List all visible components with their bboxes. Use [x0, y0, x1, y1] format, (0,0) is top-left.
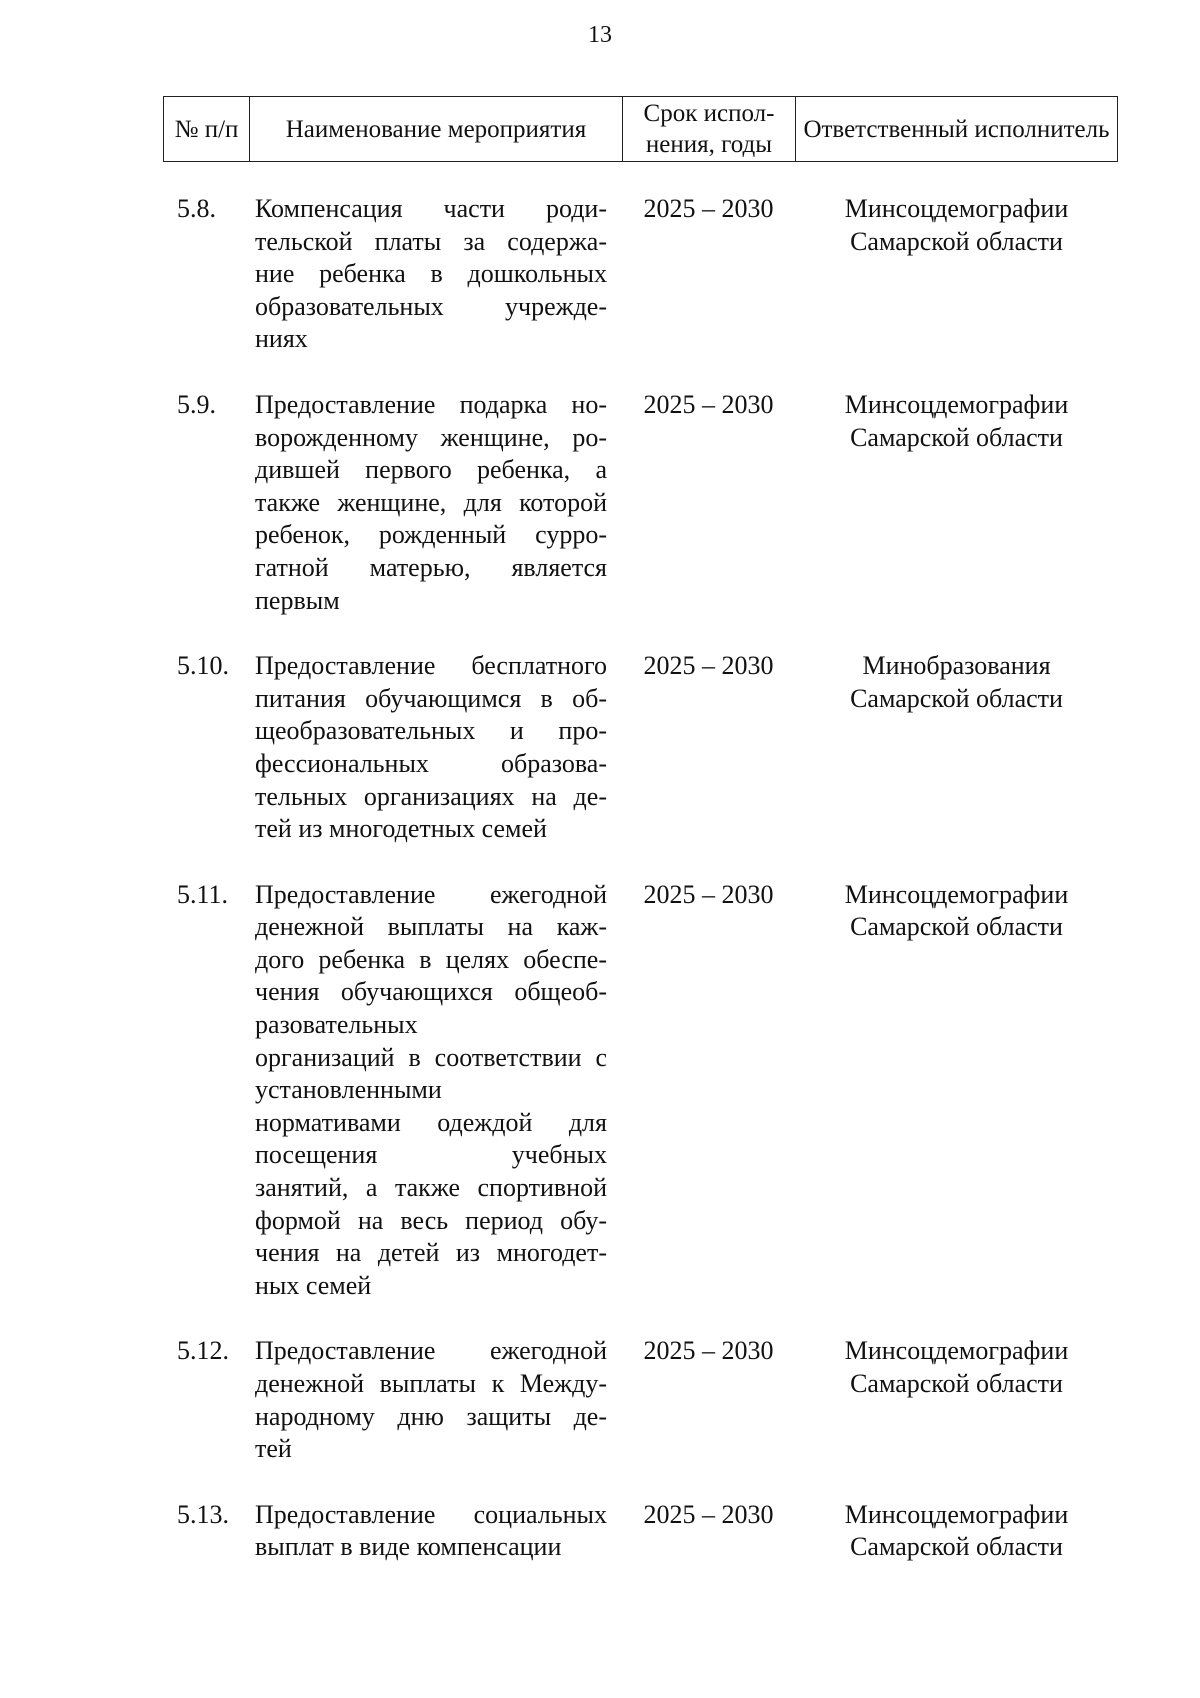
activity-name-line: щеобразовательных и про-	[255, 716, 607, 746]
row-activity-name	[255, 1335, 607, 1465]
activity-name-line: установленными	[255, 1075, 442, 1105]
responsible-line: Минсоцдемографии	[844, 879, 1069, 909]
row-number: 5.11.	[177, 879, 229, 909]
activity-name-line: первым	[255, 585, 340, 615]
header-responsible: Ответственный исполнитель	[803, 115, 1110, 143]
row-term: 2025 – 2030	[643, 389, 774, 419]
activity-name-line: также женщине, для которой	[255, 487, 607, 517]
activity-name-line: организаций в соответствии с	[255, 1042, 607, 1072]
responsible-line: Минобразования	[862, 651, 1051, 681]
row-term: 2025 – 2030	[643, 1499, 774, 1529]
activity-name-line: формой на весь период обу-	[255, 1205, 607, 1235]
activity-name-line: тей	[255, 1434, 292, 1464]
activity-name-line: образовательных учрежде-	[255, 291, 607, 321]
row-activity-name	[255, 193, 607, 356]
row-term: 2025 – 2030	[643, 879, 774, 909]
table-row	[163, 650, 1118, 846]
activity-name-line: тей из многодетных семей	[255, 814, 547, 844]
responsible-line: Минсоцдемографии	[844, 389, 1069, 419]
table-row	[163, 193, 1118, 356]
row-term: 2025 – 2030	[643, 1336, 774, 1366]
activity-name-line: посещения учебных	[255, 1140, 607, 1170]
activity-name-line: Предоставление социальных	[255, 1499, 607, 1529]
row-number: 5.10.	[177, 651, 229, 681]
table-row	[163, 1335, 1118, 1465]
responsible-line: Самарской области	[850, 1532, 1063, 1562]
activity-name-line: разовательных	[255, 1010, 418, 1040]
row-term: 2025 – 2030	[643, 651, 774, 681]
activity-name-line: нормативами одеждой для	[255, 1107, 607, 1137]
row-responsible	[795, 1335, 1118, 1465]
header-num: № п/п	[164, 97, 250, 161]
row-responsible	[795, 389, 1118, 617]
responsible-line: Самарской области	[850, 1369, 1063, 1398]
header-name: Наименование мероприятия	[250, 97, 623, 161]
row-activity-name	[255, 879, 607, 1303]
activity-name-line: ние ребенка в дошкольных	[255, 259, 607, 289]
row-activity-name	[255, 1499, 607, 1564]
activity-name-line: питания обучающимся в об-	[255, 683, 607, 713]
activity-name-line: выплат в виде компенсации	[255, 1532, 562, 1562]
table-body	[163, 193, 1118, 1597]
activity-name-line: Предоставление бесплатного	[255, 651, 607, 681]
activity-name-line: Компенсация части роди-	[255, 194, 607, 223]
activity-name-line: ворожденному женщине, ро-	[255, 422, 607, 452]
activity-name-line: дого ребенка в целях обеспе-	[255, 944, 607, 974]
activity-name-line: Предоставление подарка но-	[255, 389, 607, 419]
activity-name-line: денежной выплаты к Между-	[255, 1369, 607, 1398]
responsible-line: Самарской области	[850, 683, 1063, 713]
responsible-line: Самарской области	[850, 912, 1063, 942]
activity-name-line: денежной выплаты на каж-	[255, 912, 607, 942]
row-responsible	[795, 879, 1118, 1303]
table-row	[163, 879, 1118, 1303]
activity-name-line: гатной матерью, является	[255, 552, 607, 582]
header-term: Срок испол-нения, годы	[623, 97, 796, 161]
row-responsible	[795, 650, 1118, 846]
activity-name-line: чения обучающихся общеоб-	[255, 977, 607, 1007]
activity-name-line: Предоставление ежегодной	[255, 1336, 607, 1366]
activity-name-line: чения на детей из многодет-	[255, 1238, 607, 1268]
row-number: 5.12.	[177, 1336, 229, 1366]
activity-name-line: занятий, а также спортивной	[255, 1173, 607, 1203]
row-number: 5.9.	[177, 389, 216, 419]
activity-name-line: дившей первого ребенка, а	[255, 455, 607, 485]
activity-name-line: фессиональных образова-	[255, 748, 607, 778]
activity-name-line: народному дню защиты де-	[255, 1401, 607, 1431]
table-row	[163, 389, 1118, 617]
row-activity-name	[255, 650, 607, 846]
row-responsible	[795, 193, 1118, 356]
responsible-line: Минсоцдемографии	[844, 194, 1069, 223]
responsible-line: Самарской области	[850, 226, 1063, 256]
activity-name-line: ниях	[255, 324, 308, 354]
table-row	[163, 1499, 1118, 1564]
activity-name-line: Предоставление ежегодной	[255, 879, 607, 909]
page-number: 13	[588, 22, 612, 48]
row-responsible	[795, 1499, 1118, 1564]
responsible-line: Минсоцдемографии	[844, 1499, 1069, 1529]
table-header	[163, 96, 1118, 162]
activity-name-line: тельской платы за содержа-	[255, 226, 607, 256]
row-number: 5.8.	[177, 194, 216, 223]
responsible-line: Минсоцдемографии	[844, 1336, 1069, 1366]
responsible-line: Самарской области	[850, 422, 1063, 452]
activity-name-line: ных семей	[255, 1270, 372, 1300]
row-term: 2025 – 2030	[643, 194, 774, 223]
activity-name-line: тельных организациях на де-	[255, 781, 607, 811]
activity-name-line: ребенок, рожденный сурро-	[255, 520, 607, 550]
row-number: 5.13.	[177, 1499, 229, 1529]
row-activity-name	[255, 389, 607, 617]
